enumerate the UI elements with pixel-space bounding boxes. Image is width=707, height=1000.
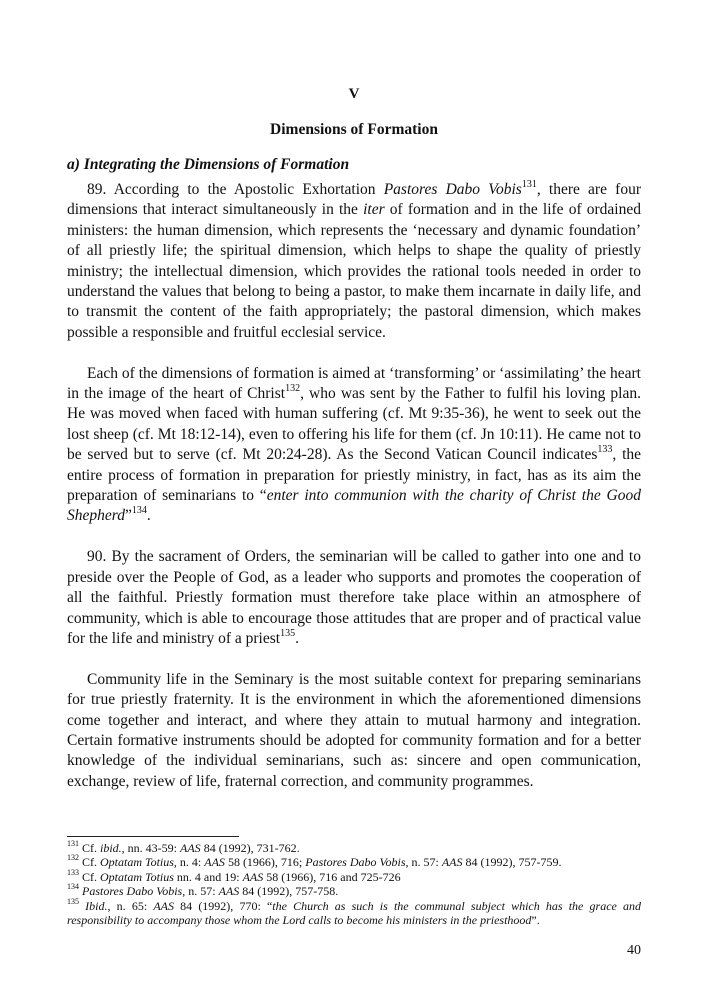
text-run: , nn. 43-59: — [121, 841, 181, 855]
text-run: 84 (1992), 731-762. — [200, 841, 300, 855]
text-run: , n. 57: — [182, 884, 219, 899]
footnote-number: 135 — [67, 896, 79, 906]
italic-run: Optatam Totius — [100, 869, 174, 884]
italic-run: Pastores Dabo Vobis — [82, 884, 183, 899]
italic-run: AAS — [441, 855, 463, 870]
italic-run: Pastores Dabo Vobis — [305, 855, 406, 870]
text-run: , n. 65: — [107, 898, 154, 913]
footnote-number: 131 — [67, 839, 79, 848]
italic-run: Ibid. — [85, 898, 108, 913]
text-run: Cf. — [79, 869, 100, 884]
paragraph-community — [67, 670, 641, 792]
text-run: . — [295, 629, 299, 647]
footnote-134 — [67, 884, 641, 898]
chapter-title: Dimensions of Formation — [270, 121, 438, 138]
italic-run: AAS — [153, 898, 174, 913]
footnote-133 — [67, 867, 641, 884]
footnote-132 — [67, 855, 641, 869]
text-run: n. 4: — [176, 855, 205, 870]
text-run: Community life in the Seminary is the most suitable context for preparing seminarians for true priestly fraternity. It is the environment in which the aforementioned dimensions come together and interact, and where they attain to mutual harmony and integration. Certain formative instruments should be adopted for community formation and for a better knowledge of the individual seminarians, such as: sincere and open communication, exchange, review of life, fraternal correction, and community programmes. — [67, 670, 641, 790]
footnote-ref[interactable]: 133 — [597, 444, 613, 456]
text-run: , the entire process of formation in preparation for priestly ministry, in fact, has as its aim the preparation of seminarians to “ — [67, 446, 642, 505]
paragraph-90 — [67, 547, 641, 649]
text-run: , who was sent by the Father to fulfil his loving plan. He was moved when faced with human suffering (cf. Mt 9:35-36), he went to seek out the lost sheep (cf. Mt 18:12-14), even to offering his life for them (cf. Jn 10:11). He came not to be served but to serve (cf. Mt 20:24-28). As the Second Vatican Council indicates — [67, 385, 641, 464]
text-run: ”. — [531, 913, 540, 928]
italic-title: Pastores Dabo Vobis — [383, 181, 522, 198]
text-run: of formation and in the life of ordained ministers: the human dimension, which represents the ‘necessary and dynamic foundation’ of all priestly life; the spiritual dimension, which helps to shape the quality of priestly ministry; the intellectual dimension, which provides the rational tools needed in order to understand the values that belong to being a pastor, to make them incarnate in daily life, and to transmit the content of the faith appropriately; the pastoral dimension, which makes possible a responsible and fruitful ecclesial service. — [67, 201, 641, 341]
italic-run: the Church as such is the communal subject which has the grace and responsibility to accompany those whom the Lord calls to become his ministers in the priesthood — [67, 898, 642, 928]
footnote-ref[interactable]: 132 — [285, 382, 301, 394]
footnote-135 — [67, 896, 642, 928]
text-run: Cf. — [79, 855, 100, 870]
text-run: 58 (1966), 716; — [224, 855, 306, 870]
footnote-number: 133 — [67, 867, 79, 877]
text-run: , there are four dimensions that interact simultaneously in the — [67, 181, 641, 219]
chapter-number: V — [348, 86, 360, 102]
page-number: 40 — [627, 943, 641, 958]
italic-run: Optatam Totius, — [100, 855, 177, 870]
footnote-ref[interactable]: 134 — [131, 505, 147, 517]
footnote-131 — [67, 841, 641, 855]
paragraph-89 — [67, 180, 641, 343]
footnote-ref[interactable]: 131 — [521, 178, 537, 190]
section-heading: a) Integrating the Dimensions of Formation — [67, 156, 350, 173]
italic-run: ibid. — [100, 841, 122, 855]
italic-run: AAS — [218, 884, 240, 899]
text-run: . — [146, 507, 151, 525]
text-run: nn. 4 and 19: — [173, 869, 243, 884]
italic-run: AAS — [242, 869, 264, 884]
text-run: 58 (1966), 716 and 725-726 — [263, 869, 401, 884]
footnote-number: 134 — [67, 882, 79, 892]
paragraph-dimensions — [67, 364, 641, 527]
text-run: 84 (1992), 757-759. — [462, 855, 562, 870]
italic-run: AAS — [204, 855, 225, 870]
footnote-ref[interactable]: 135 — [280, 627, 296, 639]
text-run: Each of the dimensions of formation is aimed at ‘transforming’ or ‘assimilating’ the heart in the image of the heart of Christ — [67, 364, 641, 403]
footnote-divider — [67, 836, 239, 837]
italic-quote: enter into communion with the charity of Christ the Good Shepherd — [67, 487, 641, 525]
italic-run: AAS — [180, 841, 201, 855]
text-run: 84 (1992), 757-758. — [239, 884, 339, 899]
text-run: Cf. — [79, 841, 100, 855]
text-run: 90. By the sacrament of Orders, the seminarian will be called to gather into one and to preside over the People of God, as a leader who supports and promotes the cooperation of all the faithful. Priestly formation must therefore take place within an atmosphere of community, which is able to encourage those attitudes that are proper and of practical value for the life and ministry of a priest — [67, 548, 641, 647]
text-run: 84 (1992), 770: “ — [174, 898, 273, 913]
italic-term: iter — [363, 201, 385, 219]
footnotes — [67, 841, 641, 927]
text-run: ” — [124, 507, 132, 525]
text-run: 89. According to the Apostolic Exhortation — [87, 181, 384, 198]
footnote-number: 132 — [67, 853, 79, 863]
text-run: , n. 57: — [405, 855, 442, 870]
body-text — [67, 180, 641, 813]
